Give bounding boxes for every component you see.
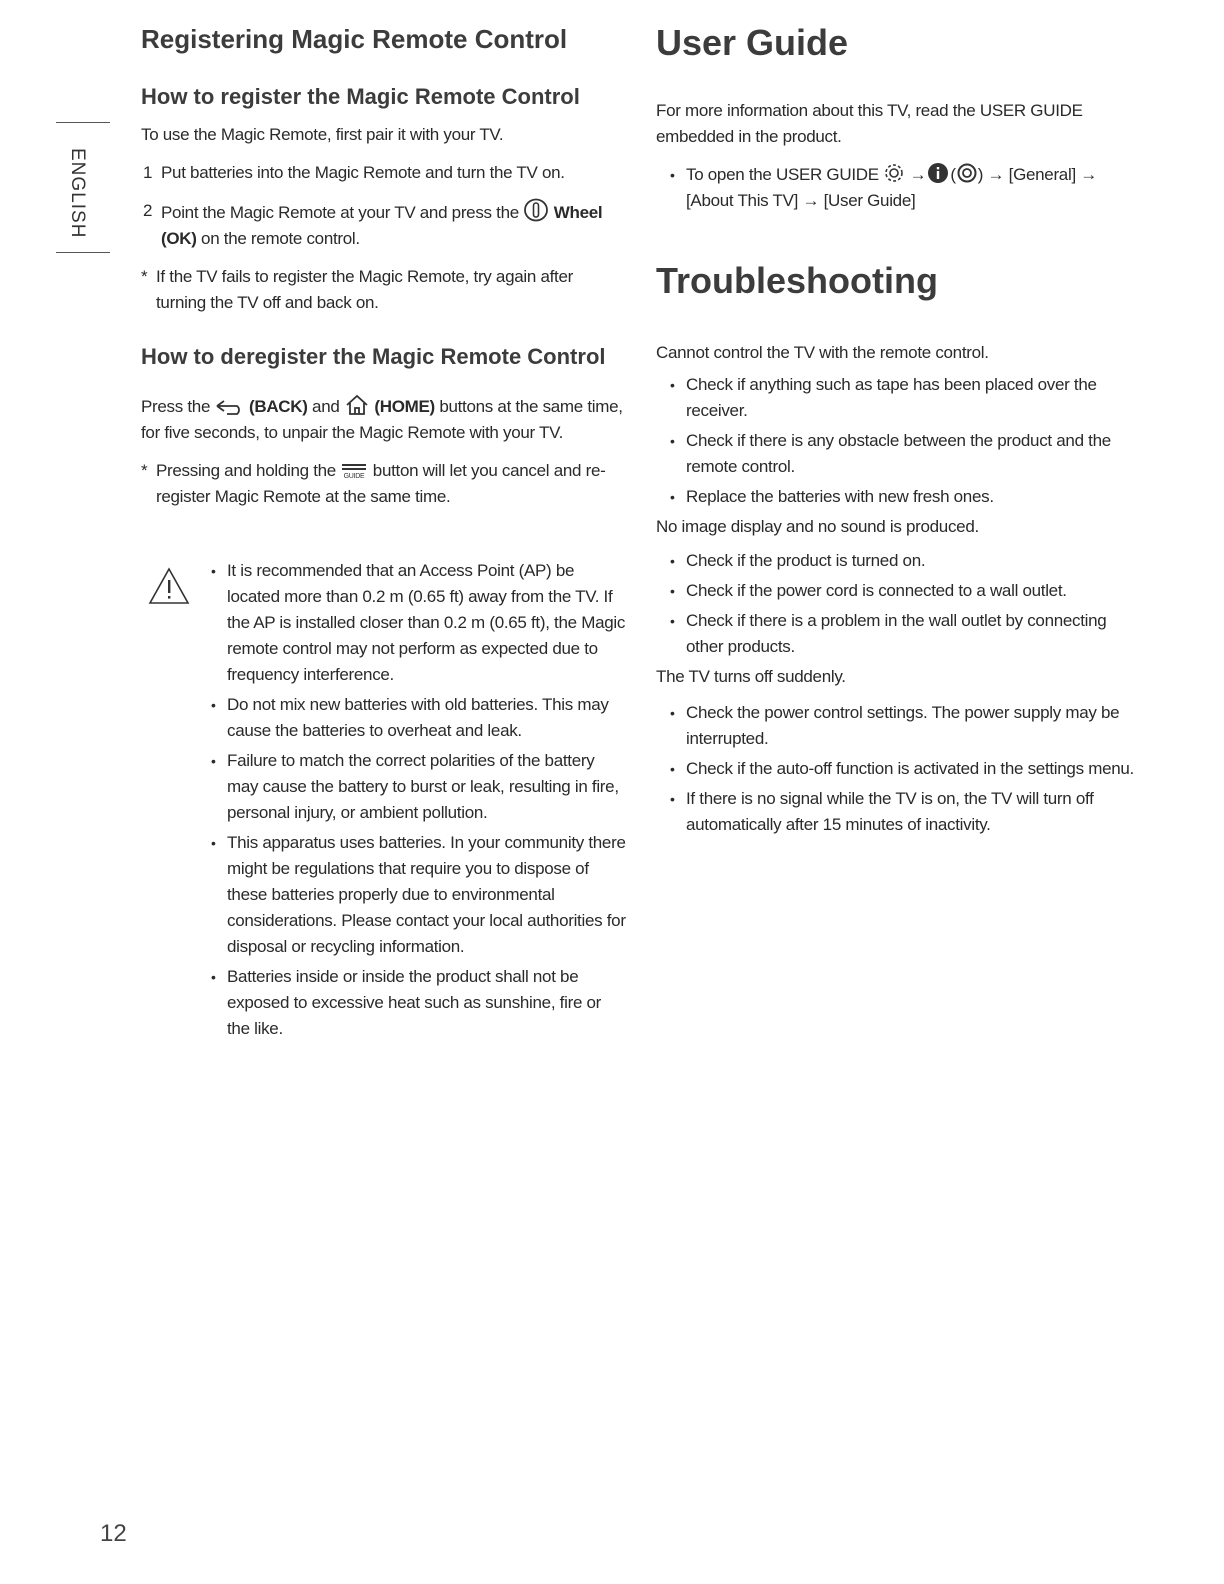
settings-gear-icon (883, 162, 905, 184)
register-note (141, 264, 626, 316)
wheel-icon (523, 198, 549, 222)
step-number: 2 (143, 201, 153, 220)
page-number: 12 (100, 1520, 127, 1547)
deregister-pre: Press the (141, 397, 215, 416)
solution-item: • Check if the power cord is connected to a wall outlet. (656, 578, 1146, 604)
guide-icon-text: GUIDE (344, 473, 365, 480)
step-text: Put batteries into the Magic Remote and turn the TV on. (161, 163, 565, 182)
home-key-label: (HOME) (374, 397, 435, 416)
user-guide-intro: For more information about this TV, read the USER GUIDE embedded in the product. (656, 101, 1083, 146)
register-intro: To use the Magic Remote, first pair it with your TV. (141, 125, 504, 144)
language-label: ENGLISH (67, 148, 88, 239)
solution-item: • Check if the product is turned on. (656, 548, 1146, 574)
section-title-registering: Registering Magic Remote Control (141, 24, 568, 54)
solution-item: • Replace the batteries with new fresh ones. (656, 484, 1146, 510)
solution-item: • Check if anything such as tape has been placed over the receiver. (656, 372, 1146, 424)
note-text: If the TV fails to register the Magic Remote, try again after turning the TV off and back on. (156, 267, 573, 312)
note-text-post: button will let you cancel and re-register Magic Remote at the same time. (156, 461, 606, 506)
settings-gear-icon (956, 162, 978, 184)
solution-item: • If there is no signal while the TV is on, the TV will turn off automatically after 15 minutes of inactivity. (656, 786, 1146, 838)
problem-statement: The TV turns off suddenly. (656, 667, 846, 686)
sidebar-rule-top (56, 122, 110, 123)
step-text-post: on the remote control. (196, 229, 360, 248)
arrow: → (909, 165, 927, 184)
problem-statement: No image display and no sound is produced. (656, 517, 979, 536)
solution-item: • Check the power control settings. The power supply may be interrupted. (656, 700, 1146, 752)
solution-list (656, 700, 1146, 838)
right-column (656, 20, 1146, 842)
deregister-instruction (141, 394, 626, 446)
solution-item: • Check if there is any obstacle between the product and the remote control. (656, 428, 1146, 480)
note-text-pre: Pressing and holding the (156, 461, 341, 480)
caution-item: • Failure to match the correct polarities of the battery may cause the battery to burst or leak, resulting in fire, personal injury, or ambient pollution. (197, 748, 626, 826)
register-step-1 (141, 160, 626, 186)
solution-list (656, 372, 1146, 510)
user-guide-steps (656, 162, 1146, 214)
all-settings-icon (926, 162, 950, 184)
solution-list (656, 548, 1146, 660)
solution-item: • Check if there is a problem in the wall outlet by connecting other products. (656, 608, 1146, 660)
heading-deregister: How to deregister the Magic Remote Control (141, 344, 606, 369)
trouble-group-2 (656, 514, 1146, 660)
open-path-post: → [General] → [About This TV] → [User Guide] (686, 165, 1097, 210)
note-mark: * (141, 267, 148, 286)
open-path-pre: To open the USER GUIDE (686, 165, 884, 184)
deregister-mid: and (307, 397, 344, 416)
sidebar-rule-bottom (56, 252, 110, 253)
note-mark: * (141, 461, 148, 480)
back-icon (215, 398, 245, 416)
back-key-label: (BACK) (248, 397, 308, 416)
caution-item: • It is recommended that an Access Point (AP) be located more than 0.2 m (0.65 ft) away from the TV. If the AP is installed closer than 0.2 m (0.65 ft), the Magic remote control may not perform as expected due to frequency interference. (197, 558, 626, 688)
deregister-note (141, 458, 626, 510)
register-step-2 (141, 198, 626, 252)
caution-item: • This apparatus uses batteries. In your community there might be regulations that require you to dispose of these batteries properly due to environmental considerations. Please contact your local authorities for disposal or recycling information. (197, 830, 626, 960)
step-text-pre: Point the Magic Remote at your TV and press the (161, 203, 524, 222)
warning-icon (147, 566, 191, 606)
caution-block (141, 558, 626, 1042)
solution-item: • Check if the auto-off function is activated in the settings menu. (656, 756, 1146, 782)
left-column (141, 20, 626, 1046)
caution-item: • Batteries inside or inside the product shall not be exposed to excessive heat such as sunshine, fire or the like. (197, 964, 626, 1042)
trouble-group-3 (656, 664, 1146, 838)
user-guide-title: User Guide (656, 22, 849, 63)
trouble-group-1 (656, 340, 1146, 510)
home-icon (344, 394, 370, 416)
user-guide-open-path: • To open the USER GUIDE → ( ) → [General] → [About This TV] → [User Guide] (656, 162, 1146, 214)
heading-register: How to register the Magic Remote Control (141, 84, 580, 109)
troubleshooting-title: Troubleshooting (656, 260, 938, 301)
step-number: 1 (143, 163, 153, 182)
deregister-post: buttons at the same time, for five seconds, to unpair the Magic Remote with your TV. (141, 397, 623, 442)
caution-list (197, 558, 626, 1042)
wheel-key-label: Wheel (OK) (161, 203, 603, 248)
problem-statement: Cannot control the TV with the remote control. (656, 343, 989, 362)
guide-icon (340, 462, 368, 480)
caution-item: • Do not mix new batteries with old batteries. This may cause the batteries to overheat and leak. (197, 692, 626, 744)
